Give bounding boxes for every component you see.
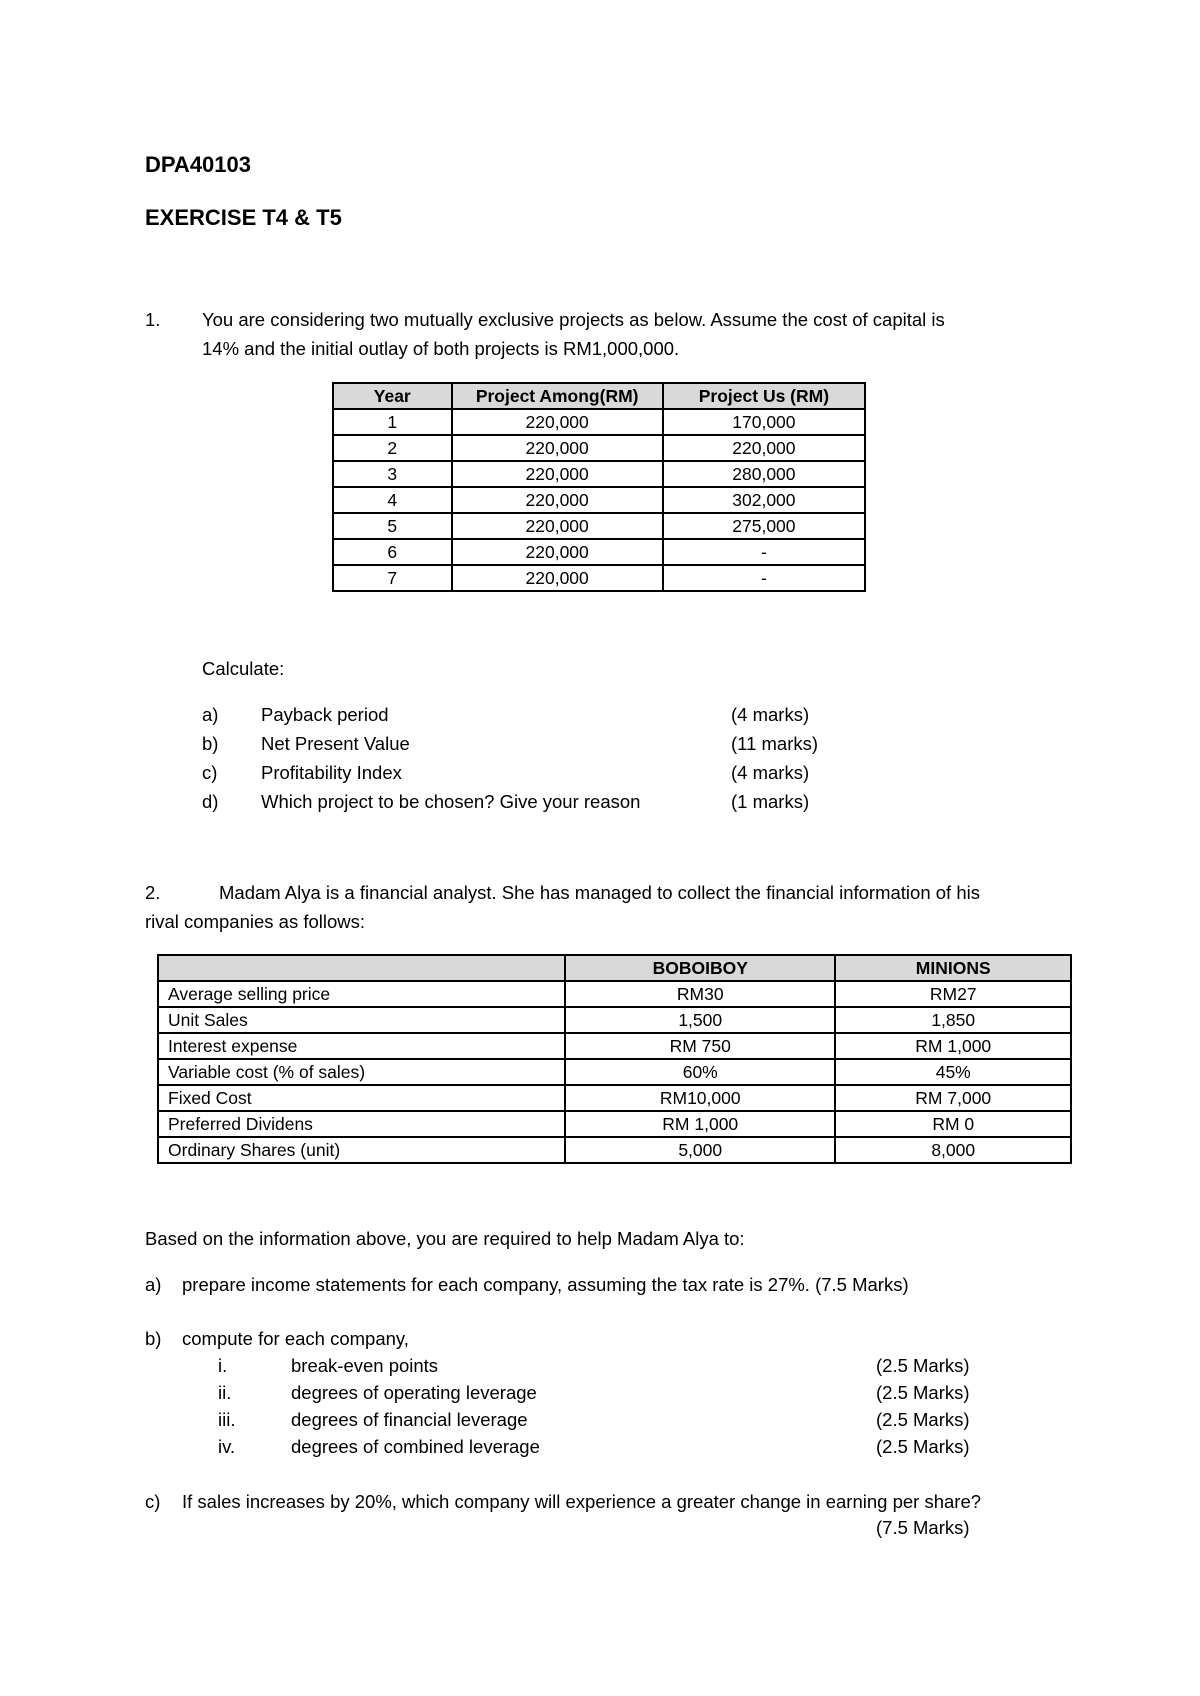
cell-among: 220,000 [452,461,663,487]
cell-item: Unit Sales [158,1007,565,1033]
table-row [333,409,865,435]
course-code: DPA40103 [145,152,251,177]
part-b-item-label: i. [218,1355,228,1376]
cell-year: 1 [333,409,452,435]
cell-us: 302,000 [663,487,865,513]
part-c-marks: (7.5 Marks) [876,1517,970,1538]
q1-item-label: a) [202,704,219,725]
q1-number: 1. [145,309,161,330]
part-c-label: c) [145,1491,161,1512]
q1-item-text: Payback period [261,704,389,725]
cell-boboiboy: 60% [565,1059,835,1085]
header-boboiboy: BOBOIBOY [565,955,835,981]
part-a-label: a) [145,1274,162,1295]
part-a-text: prepare income statements for each company, assuming the tax rate is 27%. (7.5 Marks) [182,1274,909,1295]
companies-table [157,954,1072,1164]
cell-boboiboy: 1,500 [565,1007,835,1033]
part-b-item-marks: (2.5 Marks) [876,1355,970,1376]
part-b-item-text: degrees of combined leverage [291,1436,540,1457]
table-row [333,461,865,487]
cell-us: - [663,539,865,565]
q1-item-marks: (4 marks) [731,762,810,783]
cell-among: 220,000 [452,539,663,565]
q1-item-text: Net Present Value [261,733,410,754]
q2-number: 2. [145,882,161,903]
q1-intro-line2: 14% and the initial outlay of both projects is RM1,000,000. [202,338,680,359]
cell-minions: RM 7,000 [835,1085,1071,1111]
q1-item-text: Which project to be chosen? Give your reason [261,791,641,812]
cell-year: 5 [333,513,452,539]
cell-among: 220,000 [452,435,663,461]
q1-item-text: Profitability Index [261,762,402,783]
cell-item: Preferred Dividens [158,1111,565,1137]
cell-us: 170,000 [663,409,865,435]
cell-item: Average selling price [158,981,565,1007]
table-row [158,1137,1071,1163]
cell-boboiboy: RM30 [565,981,835,1007]
cell-among: 220,000 [452,409,663,435]
cell-year: 7 [333,565,452,591]
cell-among: 220,000 [452,565,663,591]
q1-item-label: d) [202,791,219,812]
based-on-text: Based on the information above, you are required to help Madam Alya to: [145,1228,745,1249]
header-project-us: Project Us (RM) [663,383,865,409]
q2-intro-line2: rival companies as follows: [145,911,366,932]
cell-minions: 8,000 [835,1137,1071,1163]
q1-item-marks: (11 marks) [731,733,819,754]
table-row [158,1033,1071,1059]
cell-boboiboy: RM 750 [565,1033,835,1059]
cell-among: 220,000 [452,513,663,539]
cell-boboiboy: RM10,000 [565,1085,835,1111]
part-b-item-marks: (2.5 Marks) [876,1409,970,1430]
table-row [158,981,1071,1007]
table-row [158,1059,1071,1085]
cell-boboiboy: RM 1,000 [565,1111,835,1137]
cell-year: 3 [333,461,452,487]
cell-item: Fixed Cost [158,1085,565,1111]
header-blank [158,955,565,981]
table-row [158,1111,1071,1137]
cell-minions: 45% [835,1059,1071,1085]
table-row [333,513,865,539]
q1-item-marks: (4 marks) [731,704,810,725]
cell-minions: 1,850 [835,1007,1071,1033]
part-b-item-label: iv. [218,1436,236,1457]
table-row [333,435,865,461]
part-b-item-marks: (2.5 Marks) [876,1436,970,1457]
cell-year: 6 [333,539,452,565]
cell-minions: RM27 [835,981,1071,1007]
part-b-item-text: degrees of financial leverage [291,1409,528,1430]
cell-minions: RM 1,000 [835,1033,1071,1059]
cell-item: Ordinary Shares (unit) [158,1137,565,1163]
cell-minions: RM 0 [835,1111,1071,1137]
part-b-label: b) [145,1328,162,1349]
projects-table [332,382,866,592]
part-b-text: compute for each company, [182,1328,409,1349]
table-row [333,487,865,513]
table-row [333,565,865,591]
cell-year: 2 [333,435,452,461]
exercise-title: EXERCISE T4 & T5 [145,205,342,230]
cell-us: - [663,565,865,591]
cell-boboiboy: 5,000 [565,1137,835,1163]
table-header-row [158,955,1071,981]
part-c-text: If sales increases by 20%, which company will experience a greater change in earning per share? [182,1491,982,1512]
part-b-item-text: break-even points [291,1355,439,1376]
cell-item: Variable cost (% of sales) [158,1059,565,1085]
q2-intro-line1: Madam Alya is a financial analyst. She has managed to collect the financial information of his [219,882,980,903]
part-b-item-text: degrees of operating leverage [291,1382,537,1403]
cell-us: 280,000 [663,461,865,487]
q1-item-marks: (1 marks) [731,791,810,812]
cell-us: 275,000 [663,513,865,539]
q1-item-label: c) [202,762,218,783]
part-b-item-marks: (2.5 Marks) [876,1382,970,1403]
cell-among: 220,000 [452,487,663,513]
q1-item-label: b) [202,733,219,754]
table-header-row [333,383,865,409]
cell-item: Interest expense [158,1033,565,1059]
header-year: Year [333,383,452,409]
cell-us: 220,000 [663,435,865,461]
part-b-item-label: ii. [218,1382,232,1403]
table-row [333,539,865,565]
q1-intro-line1: You are considering two mutually exclusive projects as below. Assume the cost of capital is [202,309,945,330]
header-project-among: Project Among(RM) [452,383,663,409]
header-minions: MINIONS [835,955,1071,981]
table-row [158,1007,1071,1033]
table-row [158,1085,1071,1111]
calculate-label: Calculate: [202,658,285,679]
cell-year: 4 [333,487,452,513]
part-b-item-label: iii. [218,1409,236,1430]
